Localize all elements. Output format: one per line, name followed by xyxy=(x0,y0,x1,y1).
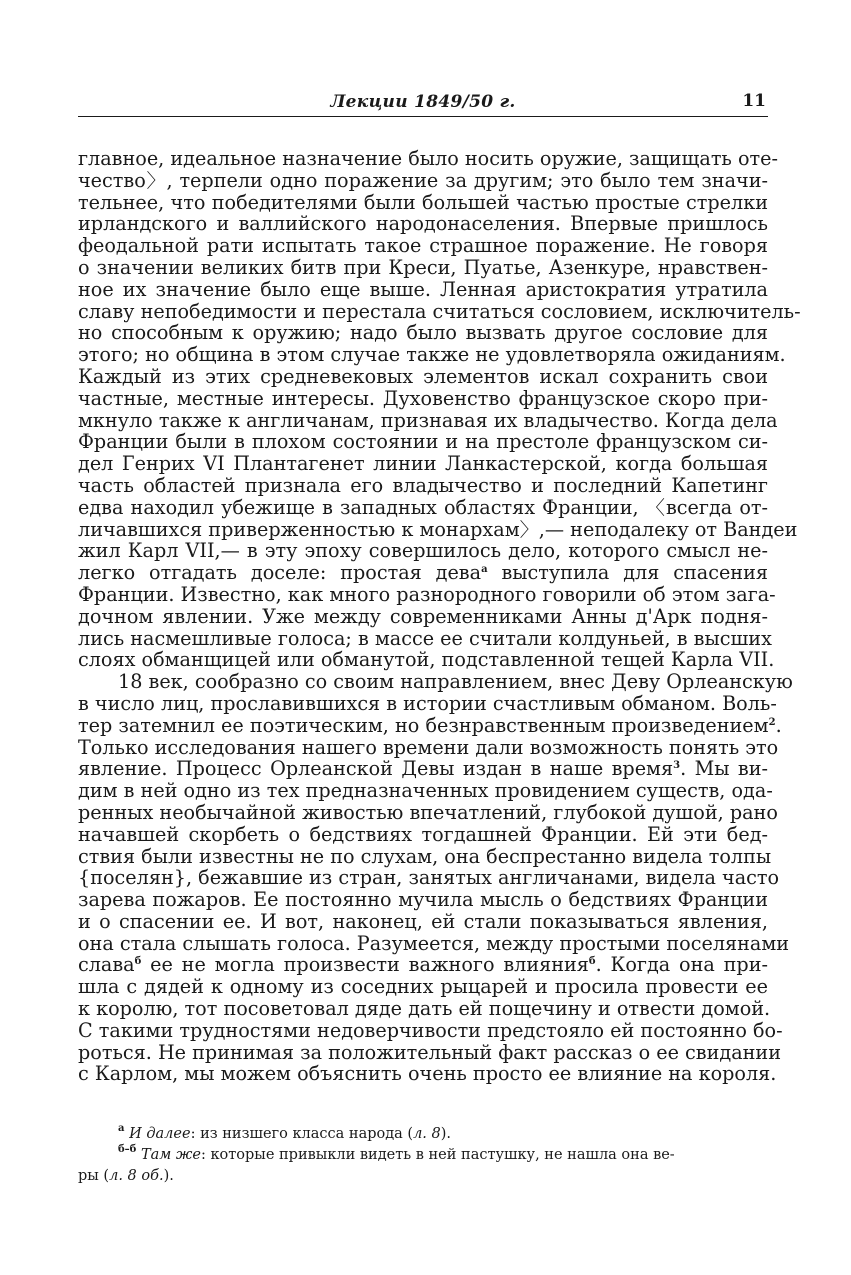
text-line: тельнее, что победителями были большей частью простые стрелки xyxy=(78,190,768,214)
footnote-marker-b-close[interactable]: б xyxy=(588,956,596,968)
footnote-a-text: : из низшего класса народа ( xyxy=(190,1126,414,1142)
text-line: феодальной рати испытать такое страшное поражение. Не говоря xyxy=(78,234,768,258)
footnote-a-marker: а xyxy=(118,1123,125,1134)
text-line: но способным к оружию; надо было вызвать другое сословие для xyxy=(78,321,768,345)
footnote-b-close: ). xyxy=(163,1168,174,1184)
text-fragment: . Мы ви- xyxy=(680,757,769,781)
text-line-with-footnote xyxy=(78,758,768,780)
footnote-b xyxy=(78,1145,768,1166)
text-line: зарева пожаров. Ее постоянно мучила мысль о бедствиях Франции xyxy=(78,888,768,912)
text-fragment: . xyxy=(775,713,782,737)
footnote-a-ref: л. 8 xyxy=(413,1126,441,1142)
text-line: роться. Не принимая за положительный факт рассказ о ее свидании xyxy=(78,1040,782,1064)
footnote-b-marker: б–б xyxy=(118,1144,137,1155)
text-line: дел Генрих VI Плантагенет линии Ланкастерской, когда большая xyxy=(78,452,768,476)
footnote-b-continuation xyxy=(78,1166,768,1187)
text-line: начавшей скорбеть о бедствиях тогдашней Франции. Ей эти бед- xyxy=(78,822,768,846)
footnotes xyxy=(78,1124,768,1187)
footnote-a-close: ). xyxy=(440,1126,452,1142)
text-fragment: выступила для спасения xyxy=(501,561,768,585)
footnote-a xyxy=(78,1124,768,1145)
text-line: лись насмешливые голоса; в массе ее считали колдуньей, в высших xyxy=(78,626,772,650)
text-line: жил Карл VII,— в эту эпоху совершилось дело, которого смысл не- xyxy=(78,539,768,563)
footnote-marker-2[interactable]: 2 xyxy=(768,716,776,728)
text-fragment: . Когда она при- xyxy=(595,953,768,977)
page-number: 11 xyxy=(742,91,766,111)
footnote-b-line2: ры ( xyxy=(78,1168,110,1184)
text-line: едва находил убежище в западных областях Франции, 〈всегда от- xyxy=(78,495,768,519)
running-header xyxy=(78,88,768,117)
text-line: ренных необычайной живостью впечатлений, глубокой душой, рано xyxy=(78,800,778,824)
text-line: славу непобедимости и перестала считаться сословием, исключитель- xyxy=(78,299,801,323)
text-fragment: слава xyxy=(78,953,135,977)
text-fragment: ее не могла произвести важного влияния xyxy=(150,953,589,977)
text-line-with-footnote xyxy=(78,562,768,584)
footnote-b-ref: л. 8 об. xyxy=(109,1168,164,1184)
text-line: Только исследования нашего времени дали возможность понять это xyxy=(78,735,779,759)
text-line: дочном явлении. Уже между современниками Анны д'Арк подня- xyxy=(78,604,768,628)
text-line: о значении великих битв при Креси, Пуатье, Азенкуре, нравствен- xyxy=(78,255,768,279)
text-line: личавшихся приверженностью к монархам〉,— неподалеку от Вандеи xyxy=(78,517,798,541)
text-line: шла с дядей к одному из соседних рыцарей и просила провести ее xyxy=(78,975,768,999)
footnote-b-text: : которые привыкли видеть в ней пастушку, не нашла она ве- xyxy=(200,1147,675,1163)
footnote-marker-b-open[interactable]: б xyxy=(134,956,142,968)
paragraph-start-line: 18 век, сообразно со своим направлением, внес Деву Орлеанскую xyxy=(118,670,793,694)
text-line: ствия были известны не по слухам, она беспрестанно видела толпы xyxy=(78,844,772,868)
footnote-marker-a[interactable]: а xyxy=(481,564,488,576)
text-fragment: легко отгадать доселе: простая дева xyxy=(78,561,482,585)
text-fragment: явление. Процесс Орлеанской Девы издан в наше время xyxy=(78,757,674,781)
text-line: и о спасении ее. И вот, наконец, ей стали показываться явления, xyxy=(78,909,768,933)
text-line: дим в ней одно из тех предназначенных провидением существ, ода- xyxy=(78,779,773,803)
text-line: ирландского и валлийского народонаселения. Впервые пришлось xyxy=(78,212,768,236)
text-line: мкнуло также к англичанам, признавая их владычество. Когда дела xyxy=(78,408,778,432)
text-line: с Карлом, мы можем объяснить очень просто ее влияние на короля. xyxy=(78,1062,777,1086)
main-text xyxy=(78,147,801,1086)
text-line-with-footnote xyxy=(78,954,768,976)
text-line: этого; но община в этом случае также не удовлетворяла ожиданиям. xyxy=(78,343,786,367)
text-line: {поселян}, бежавшие из стран, занятых англичанами, видела часто xyxy=(78,866,780,890)
text-fragment: тер затемнил ее поэтическим, но безнравственным произведением xyxy=(78,713,769,737)
text-line: слоях обманщицей или обманутой, подставленной тещей Карла VII. xyxy=(78,648,775,672)
text-line-with-footnote xyxy=(78,713,782,737)
text-line: часть областей признала его владычество и последний Капетинг xyxy=(78,473,768,497)
text-line: чество〉, терпели одно поражение за другим; это было тем значи- xyxy=(78,168,768,192)
text-line: в число лиц, прославившихся в истории счастливым обманом. Воль- xyxy=(78,691,777,715)
text-line: ное их значение было еще выше. Ленная аристократия утратила xyxy=(78,277,768,301)
footnote-a-italic: И далее xyxy=(129,1126,191,1142)
text-line: Каждый из этих средневековых элементов искал сохранить свои xyxy=(78,364,768,388)
text-line: к королю, тот посоветовал дядe дать ей пощечину и отвести домой. xyxy=(78,997,771,1021)
text-line: Франции. Известно, как много разнородного говорили об этом зага- xyxy=(78,582,776,606)
text-line: частные, местные интересы. Духовенство французское скоро при- xyxy=(78,386,768,410)
text-line: главное, идеальное назначение было носить оружие, защищать оте- xyxy=(78,147,778,170)
text-line: С такими трудностями недоверчивости предстояло ей постоянно бо- xyxy=(78,1018,783,1042)
text-line: она стала слышать голоса. Разумеется, между простыми поселянами xyxy=(78,931,790,955)
running-title: Лекции 1849/50 г. xyxy=(330,92,516,112)
footnote-b-italic: Там же xyxy=(140,1147,201,1163)
footnote-marker-3[interactable]: 3 xyxy=(673,760,681,772)
text-line: Франции были в плохом состоянии и на престоле французском си- xyxy=(78,430,768,454)
